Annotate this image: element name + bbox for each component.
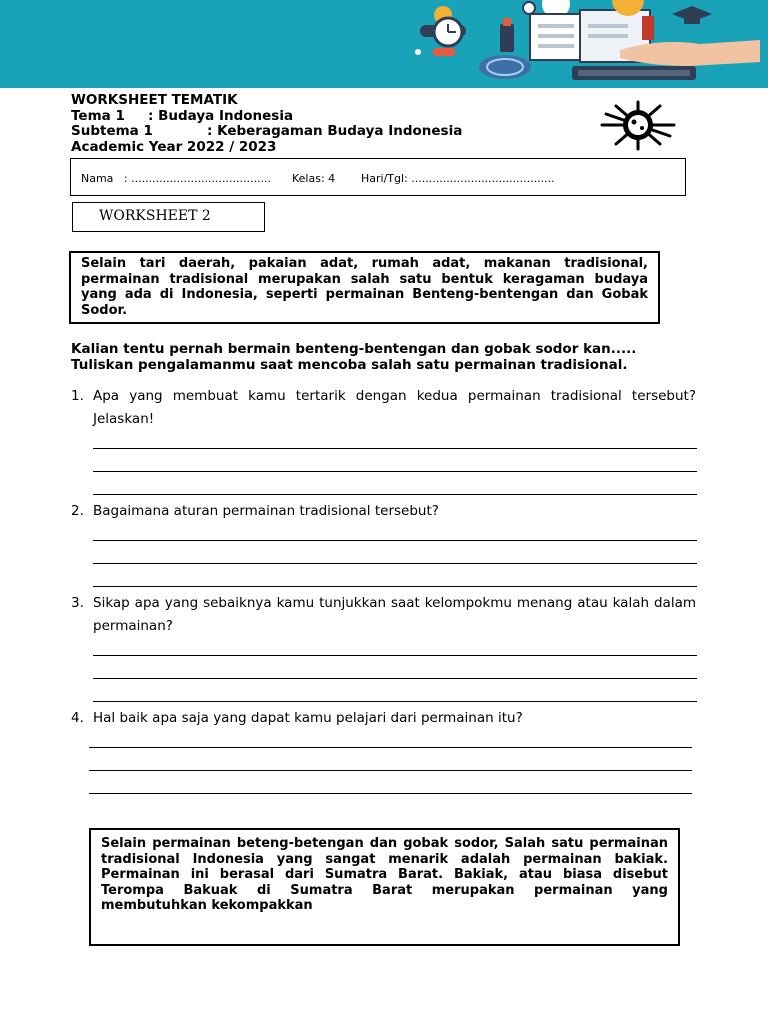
- answer-line[interactable]: [89, 770, 692, 771]
- answer-line[interactable]: [93, 494, 697, 495]
- tema-label: Tema 1: [71, 107, 125, 124]
- question-number: 2.: [71, 503, 84, 519]
- question-number: 4.: [71, 710, 84, 726]
- intro-paragraph: Selain tari daerah, pakaian adat, rumah adat, makanan tradisional, permainan tradisional merupakan salah satu bentuk keragaman budaya yang ada di Indonesia, seperti permainan Benteng-bentengan dan Gobak Sodor.: [81, 256, 648, 318]
- subtema-value: : Keberagaman Budaya Indonesia: [207, 123, 463, 139]
- answer-line[interactable]: [93, 563, 697, 564]
- intro-paragraph-box: [69, 251, 660, 324]
- bakiak-paragraph-box: [89, 828, 680, 946]
- prompt: [71, 342, 701, 373]
- question-text: Bagaimana aturan permainan tradisional tersebut?: [93, 503, 439, 519]
- question-3: [71, 592, 696, 638]
- answer-line[interactable]: [93, 701, 697, 702]
- subtema-label: Subtema 1: [71, 123, 153, 139]
- bakiak-paragraph: Selain permainan beteng-betengan dan gobak sodor, Salah satu permainan tradisional Indonesia yang sangat menarik adalah permainan bakiak. Permainan ini berasal dari Sumatra Barat. Bakiak, atau biasa disebut Terompa Bakuak di Sumatra Barat merupakan permainan yang membutuhkan kekompakkan: [101, 836, 668, 913]
- question-text: Apa yang membuat kamu tertarik dengan kedua permainan tradisional tersebut? Jelaskan!: [93, 388, 696, 427]
- answer-line[interactable]: [93, 655, 697, 656]
- question-2: [71, 500, 696, 523]
- prompt-line-1: Kalian tentu pernah bermain benteng-bentengan dan gobak sodor kan.....: [71, 341, 637, 357]
- answer-line[interactable]: [93, 540, 697, 541]
- academic-year: Academic Year 2022 / 2023: [71, 138, 277, 155]
- worksheet-title: WORKSHEET TEMATIK: [71, 92, 238, 108]
- question-number: 1.: [71, 388, 84, 404]
- answer-line[interactable]: [93, 678, 697, 679]
- question-1: [71, 385, 696, 431]
- answer-line[interactable]: [93, 448, 697, 449]
- hari-tgl-field[interactable]: Hari/Tgl: .........................................: [361, 172, 555, 185]
- kelas-field: Kelas: 4: [292, 172, 336, 185]
- education-illustration: [0, 0, 768, 88]
- nama-field[interactable]: Nama : ........................................: [81, 172, 271, 185]
- question-text: Hal baik apa saja yang dapat kamu pelajari dari permainan itu?: [93, 710, 523, 726]
- prompt-line-2: Tuliskan pengalamanmu saat mencoba salah satu permainan tradisional.: [71, 356, 628, 373]
- answer-line[interactable]: [89, 793, 692, 794]
- question-4: [71, 707, 696, 730]
- worksheet-number-label: WORKSHEET 2: [72, 202, 265, 232]
- tema-value: : Budaya Indonesia: [148, 107, 294, 124]
- answer-line[interactable]: [89, 747, 692, 748]
- question-text: Sikap apa yang sebaiknya kamu tunjukkan saat kelompokmu menang atau kalah dalam permainan?: [93, 595, 696, 634]
- student-info-box: [70, 158, 686, 196]
- virus-logo-icon: [596, 98, 680, 152]
- question-number: 3.: [71, 595, 84, 611]
- answer-line[interactable]: [93, 471, 697, 472]
- answer-line[interactable]: [93, 586, 697, 587]
- header-banner: [0, 0, 768, 88]
